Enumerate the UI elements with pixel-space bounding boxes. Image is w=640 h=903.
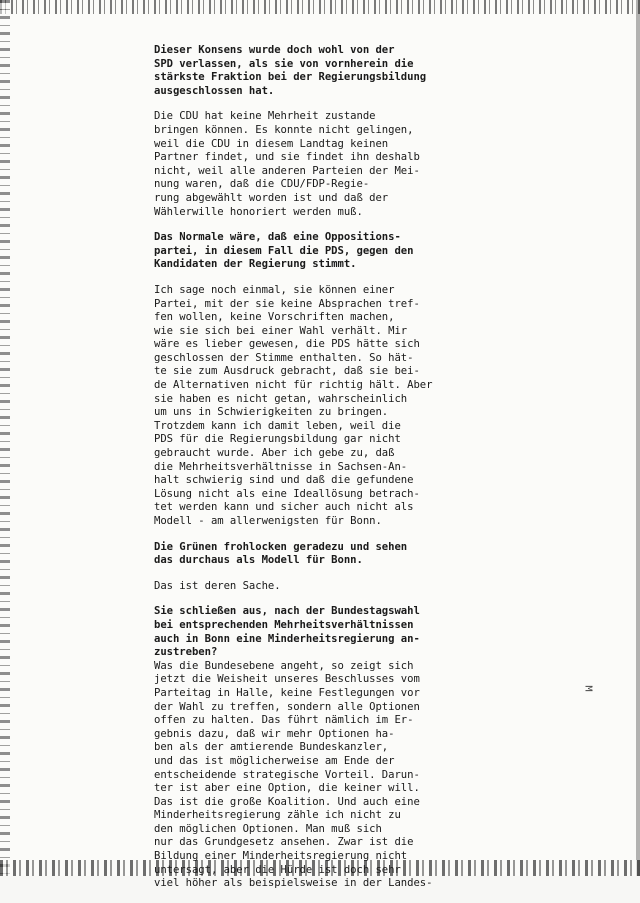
text-line: stärkste Fraktion bei der Regierungsbildung bbox=[154, 71, 427, 84]
text-line: Das ist deren Sache. bbox=[154, 579, 281, 592]
text-line: Wählerwille honoriert werden muß. bbox=[154, 205, 363, 218]
text-line: viel höher als beispielsweise in der Landes- bbox=[154, 877, 433, 890]
text-line: die Mehrheitsverhältnisse in Sachsen-An- bbox=[154, 460, 408, 473]
text-line: halt schwierig sind und daß die gefundene bbox=[154, 474, 414, 487]
interview-question bbox=[154, 605, 484, 659]
text-line: untersagt, aber die Hürde ist doch sehr bbox=[154, 863, 401, 876]
text-line: partei, in diesem Fall die PDS, gegen den bbox=[154, 244, 414, 257]
text-line: geschlossen der Stimme enthalten. So hät- bbox=[154, 351, 414, 364]
interview-question bbox=[154, 44, 484, 98]
text-line: Das ist die große Koalition. Und auch eine bbox=[154, 795, 420, 808]
text-line: PDS für die Regierungsbildung gar nicht bbox=[154, 433, 401, 446]
text-line: Partei, mit der sie keine Absprachen tref- bbox=[154, 297, 420, 310]
interview-answer bbox=[154, 580, 484, 594]
text-line: sie haben es nicht getan, wahrscheinlich bbox=[154, 392, 408, 405]
text-line: entscheidende strategische Vorteil. Darun- bbox=[154, 768, 420, 781]
text-line: tet werden kann und sicher auch nicht als bbox=[154, 501, 414, 514]
text-line: Das Normale wäre, daß eine Oppositions- bbox=[154, 231, 401, 244]
text-line: wie sie sich bei einer Wahl verhält. Mir bbox=[154, 324, 408, 337]
text-line: fen wollen, keine Vorschriften machen, bbox=[154, 311, 395, 324]
text-line: um uns in Schwierigkeiten zu bringen. bbox=[154, 406, 389, 419]
text-line: auch in Bonn eine Minderheitsregierung an- bbox=[154, 632, 420, 645]
text-line: ben als der amtierende Bundeskanzler, bbox=[154, 741, 389, 754]
text-line: Partner findet, und sie findet ihn deshalb bbox=[154, 151, 420, 164]
interview-question bbox=[154, 541, 484, 568]
scan-edge-top bbox=[0, 0, 640, 14]
text-line: Bildung einer Minderheitsregierung nicht bbox=[154, 850, 408, 863]
text-line: Trotzdem kann ich damit leben, weil die bbox=[154, 419, 401, 432]
text-line: wäre es lieber gewesen, die PDS hätte sich bbox=[154, 338, 420, 351]
text-line: weil die CDU in diesem Landtag keinen bbox=[154, 137, 389, 150]
text-line: Parteitag in Halle, keine Festlegungen vor bbox=[154, 686, 420, 699]
text-line: Sie schließen aus, nach der Bundestagswahl bbox=[154, 605, 420, 618]
text-line: offen zu halten. Das führt nämlich im Er- bbox=[154, 714, 414, 727]
text-line: bringen können. Es konnte nicht gelingen, bbox=[154, 123, 414, 136]
text-line: gebraucht wurde. Aber ich gebe zu, daß bbox=[154, 447, 395, 460]
text-line: Die Grünen frohlocken geradezu und sehen bbox=[154, 540, 408, 553]
scan-edge-left bbox=[0, 0, 10, 876]
text-line: Die CDU hat keine Mehrheit zustande bbox=[154, 110, 376, 123]
text-line: nur das Grundgesetz ansehen. Zwar ist die bbox=[154, 836, 414, 849]
interview-answer bbox=[154, 110, 484, 219]
margin-handwritten-mark: M bbox=[582, 685, 594, 692]
interview-question bbox=[154, 231, 484, 272]
text-line: und das ist möglicherweise am Ende der bbox=[154, 754, 395, 767]
text-line: rung abgewählt worden ist und daß der bbox=[154, 191, 389, 204]
text-line: de Alternativen nicht für richtig hält. Aber bbox=[154, 379, 433, 392]
text-line: Minderheitsregierung zähle ich nicht zu bbox=[154, 809, 401, 822]
text-line: bei entsprechenden Mehrheitsverhältnissen bbox=[154, 618, 414, 631]
text-line: gebnis dazu, daß wir mehr Optionen ha- bbox=[154, 727, 395, 740]
interview-text bbox=[154, 44, 484, 903]
text-line: Lösung nicht als eine Ideallösung betrach- bbox=[154, 487, 420, 500]
text-line: Was die Bundesebene angeht, so zeigt sich bbox=[154, 659, 414, 672]
scan-edge-right bbox=[636, 0, 640, 876]
text-line: Kandidaten der Regierung stimmt. bbox=[154, 258, 357, 271]
text-line: ausgeschlossen hat. bbox=[154, 84, 275, 97]
text-line: Dieser Konsens wurde doch wohl von der bbox=[154, 44, 395, 56]
interview-answer bbox=[154, 660, 484, 891]
text-line: der Wahl zu treffen, sondern alle Optionen bbox=[154, 700, 420, 713]
text-line: Ich sage noch einmal, sie können einer bbox=[154, 283, 395, 296]
text-line: te sie zum Ausdruck gebracht, daß sie bei- bbox=[154, 365, 420, 378]
text-line: das durchaus als Modell für Bonn. bbox=[154, 554, 363, 567]
text-line: SPD verlassen, als sie von vornherein die bbox=[154, 57, 414, 70]
interview-answer bbox=[154, 284, 484, 529]
text-line: Modell - am allerwenigsten für Bonn. bbox=[154, 515, 382, 527]
text-line: nicht, weil alle anderen Parteien der Mei- bbox=[154, 164, 420, 177]
text-line: den möglichen Optionen. Man muß sich bbox=[154, 822, 382, 835]
text-line: ter ist aber eine Option, die keiner will. bbox=[154, 782, 420, 795]
text-line: jetzt die Weisheit unseres Beschlusses vom bbox=[154, 673, 420, 686]
text-line: zustreben? bbox=[154, 646, 218, 659]
text-line: nung waren, daß die CDU/FDP-Regie- bbox=[154, 178, 370, 191]
